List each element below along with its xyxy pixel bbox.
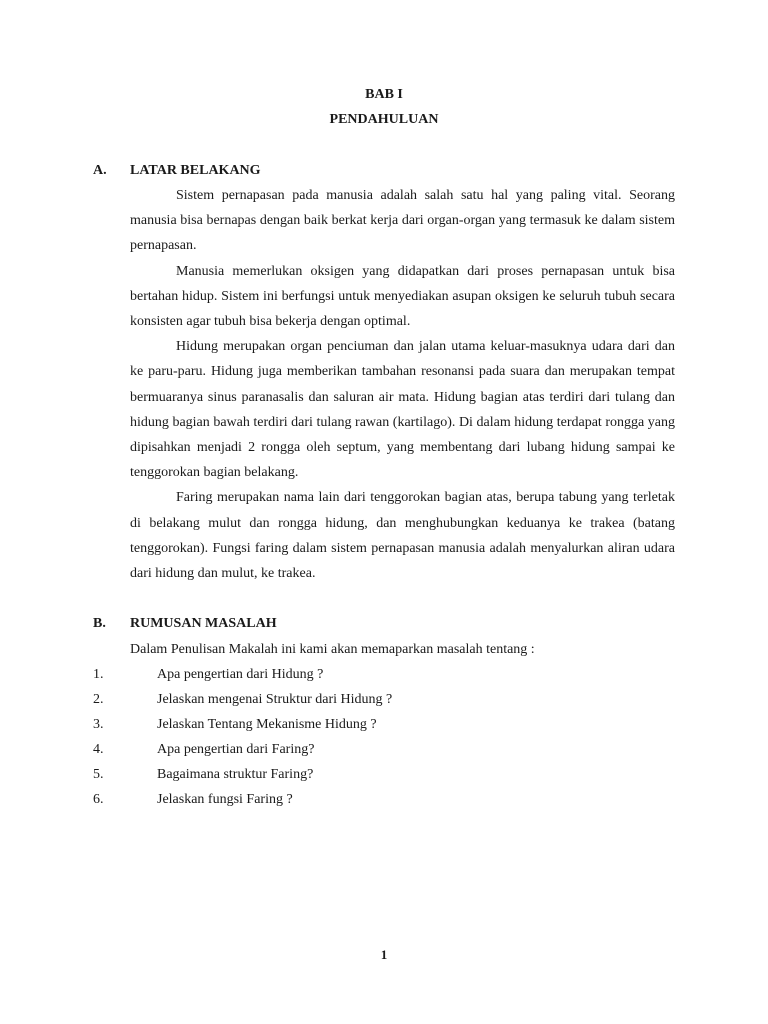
list-number: 3. (93, 717, 104, 732)
list-item (93, 687, 675, 712)
section-letter: A. (93, 163, 107, 178)
list-item (93, 787, 675, 812)
list-item (93, 737, 675, 762)
list-number: 6. (93, 792, 104, 807)
chapter-subtitle: PENDAHULUAN (329, 112, 439, 127)
page-number: 1 (380, 947, 388, 962)
section-title: LATAR BELAKANG (130, 163, 261, 178)
list-text: Jelaskan fungsi Faring ? (157, 792, 293, 807)
section-body (93, 637, 675, 812)
list-text: Bagaimana struktur Faring? (157, 767, 314, 782)
problem-list (93, 662, 675, 812)
list-item (93, 762, 675, 787)
section-heading (93, 615, 675, 633)
section-body (130, 183, 675, 586)
paragraph: Hidung merupakan organ penciuman dan jalan utama keluar-masuknya udara dari dan ke paru-paru. Hidung juga memberikan tambahan resonansi pada suara dan merupakan tempat bermuaranya sinus paranasalis dan saluran air mata. Hidung bagian atas terdiri dari tulang dan hidung bagian bawah terdiri dari tulang rawan (kartilago). Di dalam hidung terdapat rongga yang dipisahkan menjadi 2 rongga oleh septum, yang membentang dari lubang hidung sampai ke tenggorokan bagian belakang. (130, 339, 675, 481)
list-text: Jelaskan mengenai Struktur dari Hidung ? (157, 692, 393, 707)
section-latar-belakang (93, 162, 675, 586)
list-text: Apa pengertian dari Hidung ? (157, 667, 324, 682)
list-text: Apa pengertian dari Faring? (157, 742, 315, 757)
list-number: 2. (93, 692, 104, 707)
list-number: 4. (93, 742, 104, 757)
list-intro: Dalam Penulisan Makalah ini kami akan memaparkan masalah tentang : (130, 642, 535, 657)
list-item (93, 712, 675, 737)
section-letter: B. (93, 616, 106, 631)
section-heading (93, 162, 675, 180)
list-item (93, 662, 675, 687)
paragraph: Faring merupakan nama lain dari tenggorokan bagian atas, berupa tabung yang terletak di belakang mulut dan rongga hidung, dan menghubungkan keduanya ke trakea (batang tenggorokan). Fungsi faring dalam sistem pernapasan manusia adalah menyalurkan aliran udara dari hidung dan mulut, ke trakea. (130, 490, 675, 582)
section-title: RUMUSAN MASALAH (130, 616, 277, 631)
chapter-header (0, 86, 768, 129)
paragraph: Sistem pernapasan pada manusia adalah salah satu hal yang paling vital. Seorang manusia bisa bernapas dengan baik berkat kerja dari organ-organ yang termasuk ke dalam sistem pernapasan. (130, 188, 675, 254)
list-text: Jelaskan Tentang Mekanisme Hidung ? (157, 717, 377, 732)
list-number: 5. (93, 767, 104, 782)
chapter-title: BAB I (365, 87, 403, 102)
list-number: 1. (93, 667, 104, 682)
paragraph: Manusia memerlukan oksigen yang didapatkan dari proses pernapasan untuk bisa bertahan hidup. Sistem ini berfungsi untuk menyediakan asupan oksigen ke seluruh tubuh secara konsisten agar tubuh bisa bekerja dengan optimal. (130, 263, 675, 330)
section-rumusan-masalah (93, 615, 675, 812)
